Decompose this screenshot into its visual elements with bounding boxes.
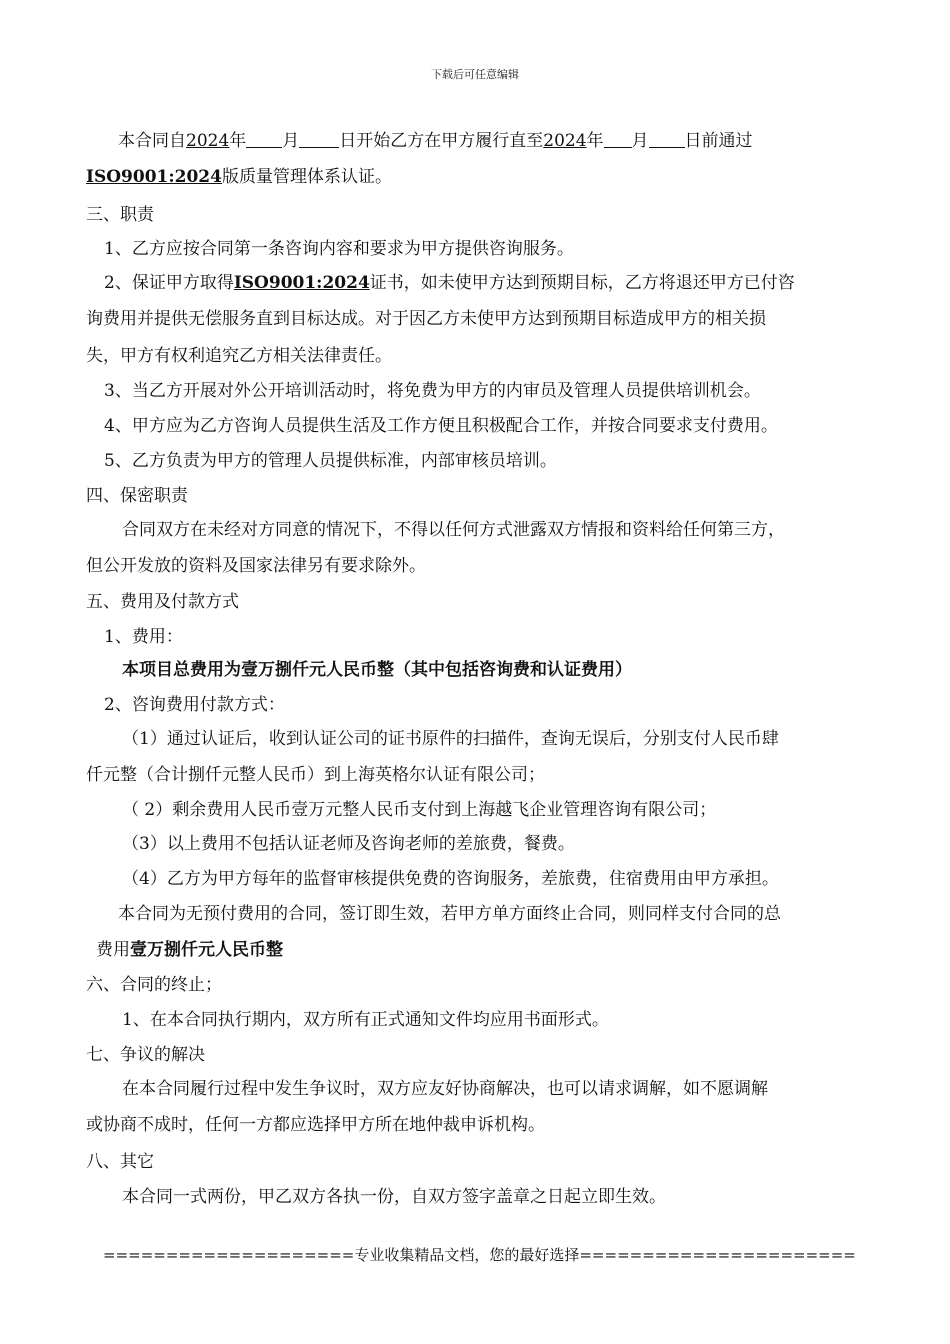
section-8-title: 八、其它 xyxy=(86,1152,154,1172)
intro-text-d: 日开始乙方在甲方履行直至 xyxy=(339,131,544,151)
fee-label: 1、费用： xyxy=(104,627,183,647)
s3-item-3: 3、当乙方开展对外公开培训活动时，将免费为甲方的内审员及管理人员提供培训机会。 xyxy=(104,381,761,401)
s8-para: 本合同一式两份，甲乙双方各执一份，自双方签字盖章之日起立即生效。 xyxy=(122,1187,666,1207)
s3-item-2-line-2: 询费用并提供无偿服务直到目标达成。对于因乙方未使甲方达到预期目标造成甲方的相关损 xyxy=(86,309,766,329)
start-day-blank xyxy=(299,132,339,148)
no-advance-line-2 xyxy=(96,935,283,960)
payment-method-label: 2、咨询费用付款方式： xyxy=(104,695,285,715)
end-year: 2024 xyxy=(543,131,587,151)
section-5-title: 五、费用及付款方式 xyxy=(86,592,239,612)
s3-item-2-line-3: 失，甲方有权利追究乙方相关法律责任。 xyxy=(86,346,392,366)
payment-1-line-2: 仟元整（合计捌仟元整人民币）到上海英格尔认证有限公司； xyxy=(86,765,545,785)
intro-text-f: 月 xyxy=(631,131,649,151)
end-month-blank xyxy=(604,132,632,148)
intro-text-a: 本合同自 xyxy=(118,131,186,151)
section-3-title: 三、职责 xyxy=(86,205,154,225)
s4-para-line-1: 合同双方在未经对方同意的情况下，不得以任何方式泄露双方情报和资料给任何第三方， xyxy=(122,520,785,540)
s3-item-2-line-1 xyxy=(104,268,795,293)
intro-line-2 xyxy=(86,162,392,187)
intro-line-1 xyxy=(118,126,753,151)
start-year: 2024 xyxy=(186,131,230,151)
intro-text-e: 年 xyxy=(586,131,604,151)
total-fee-amount: 壹万捌仟元人民币整 xyxy=(130,940,283,960)
s6-item-1: 1、在本合同执行期内，双方所有正式通知文件均应用书面形式。 xyxy=(122,1010,609,1030)
s3-item-2-text-a: 2、保证甲方取得 xyxy=(104,273,234,293)
s3-item-4: 4、甲方应为乙方咨询人员提供生活及工作方便且积极配合工作，并按合同要求支付费用。 xyxy=(104,416,778,436)
payment-1-line-1: （1）通过认证后，收到认证公司的证书原件的扫描件，查询无误后，分别支付人民币肆 xyxy=(122,729,779,749)
section-6-title: 六、合同的终止； xyxy=(86,975,222,995)
payment-4: （4）乙方为甲方每年的监督审核提供免费的咨询服务，差旅费，住宿费用由甲方承担。 xyxy=(122,869,779,889)
intro-text-g: 日前通过 xyxy=(684,131,753,151)
section-7-title: 七、争议的解决 xyxy=(86,1045,205,1065)
page-header: 下载后可任意编辑 xyxy=(431,68,519,81)
s3-item-2-text-b: 证书，如未使甲方达到预期目标，乙方将退还甲方已付咨 xyxy=(369,273,795,293)
s7-para-line-2: 或协商不成时，任何一方都应选择甲方所在地仲裁申诉机构。 xyxy=(86,1115,545,1135)
intro-rest: 版质量管理体系认证。 xyxy=(221,167,392,187)
s3-item-1: 1、乙方应按合同第一条咨询内容和要求为甲方提供咨询服务。 xyxy=(104,239,574,259)
no-advance-text: 费用 xyxy=(96,940,130,960)
s3-item-5: 5、乙方负责为甲方的管理人员提供标准，内部审核员培训。 xyxy=(104,451,557,471)
s7-para-line-1: 在本合同履行过程中发生争议时，双方应友好协商解决，也可以请求调解，如不愿调解 xyxy=(122,1079,768,1099)
payment-3: （3）以上费用不包括认证老师及咨询老师的差旅费，餐费。 xyxy=(122,834,575,854)
no-advance-line-1: 本合同为无预付费用的合同，签订即生效，若甲方单方面终止合同，则同样支付合同的总 xyxy=(118,904,781,924)
page-footer: ====================专业收集精品文档，您的最好选择====================== xyxy=(103,1246,856,1264)
intro-text-b: 年 xyxy=(229,131,247,151)
intro-text-c: 月 xyxy=(282,131,300,151)
payment-2: （ 2）剩余费用人民币壹万元整人民币支付到上海越飞企业管理咨询有限公司； xyxy=(122,800,717,820)
total-fee-statement: 本项目总费用为壹万捌仟元人民币整（其中包括咨询费和认证费用） xyxy=(122,660,632,680)
end-day-blank xyxy=(649,132,685,148)
start-month-blank xyxy=(246,132,282,148)
s4-para-line-2: 但公开发放的资料及国家法律另有要求除外。 xyxy=(86,556,426,576)
iso-standard: ISO9001:2024 xyxy=(86,167,222,187)
iso-standard-2: ISO9001:2024 xyxy=(233,273,370,293)
section-4-title: 四、保密职责 xyxy=(86,486,188,506)
